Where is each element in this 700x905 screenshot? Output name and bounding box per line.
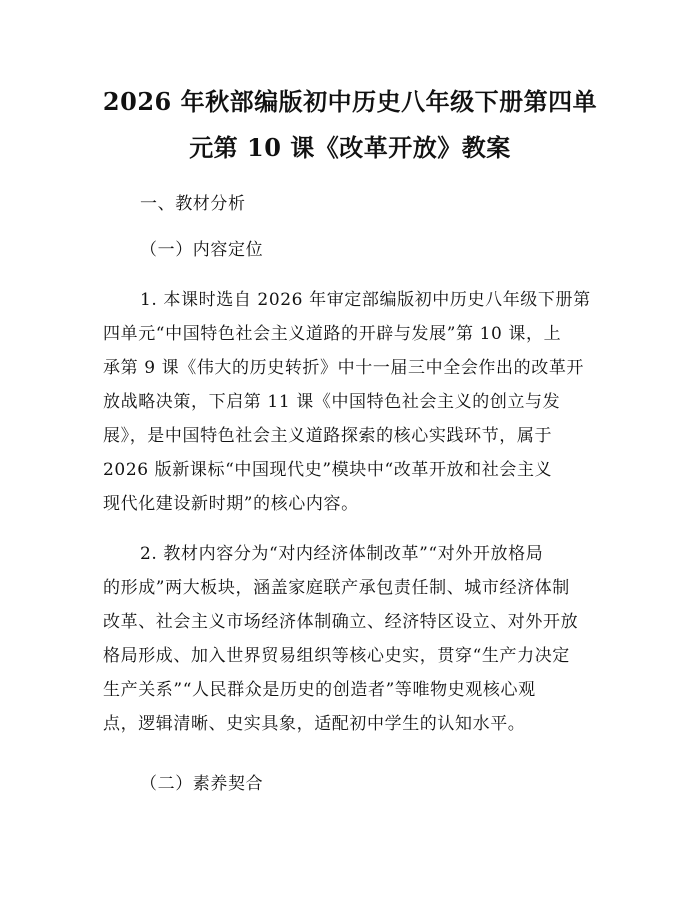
paragraph-2-line-3: 改革、社会主义市场经济体制确立、经济特区设立、对外开放 [103,612,579,632]
paragraph-1-line-4: 放战略决策，下启第 11 课《中国特色社会主义的创立与发 [103,392,561,412]
paragraph-2-line-6: 点，逻辑清晰、史实具象，适配初中学生的认知水平。 [103,714,526,734]
section-heading-textbook-analysis: 一、教材分析 [140,194,246,214]
paragraph-1-line-6: 2026 版新课标“中国现代史”模块中“改革开放和社会主义 [103,460,553,480]
paragraph-2-line-4: 格局形成、加入世界贸易组织等核心史实，贯穿“生产力决定 [103,646,570,666]
document-title-line-1: 2026 年秋部编版初中历史八年级下册第四单 [102,87,598,116]
paragraph-2-line-2: 的形成”两大板块，涵盖家庭联产承包责任制、城市经济体制 [103,578,570,598]
paragraph-2-line-5: 生产关系”“人民群众是历史的创造者”等唯物史观核心观 [103,680,536,700]
paragraph-1-line-5: 展》，是中国特色社会主义道路探索的核心实践环节，属于 [103,426,553,446]
paragraph-1-line-1: 1. 本课时选自 2026 年审定部编版初中历史八年级下册第 [140,290,591,310]
subsection-heading-content-positioning: （一）内容定位 [140,240,264,260]
paragraph-1-line-2: 四单元“中国特色社会主义道路的开辟与发展”第 10 课，上 [103,324,562,344]
paragraph-2-line-1: 2. 教材内容分为“对内经济体制改革”“对外开放格局 [140,544,544,564]
document-title-line-2: 元第 10 课《改革开放》教案 [189,133,511,162]
paragraph-1-line-3: 承第 9 课《伟大的历史转折》中十一届三中全会作出的改革开 [103,358,585,378]
subsection-heading-literacy-fit: （二）素养契合 [140,774,264,794]
paragraph-1-line-7: 现代化建设新时期”的核心内容。 [103,494,359,514]
